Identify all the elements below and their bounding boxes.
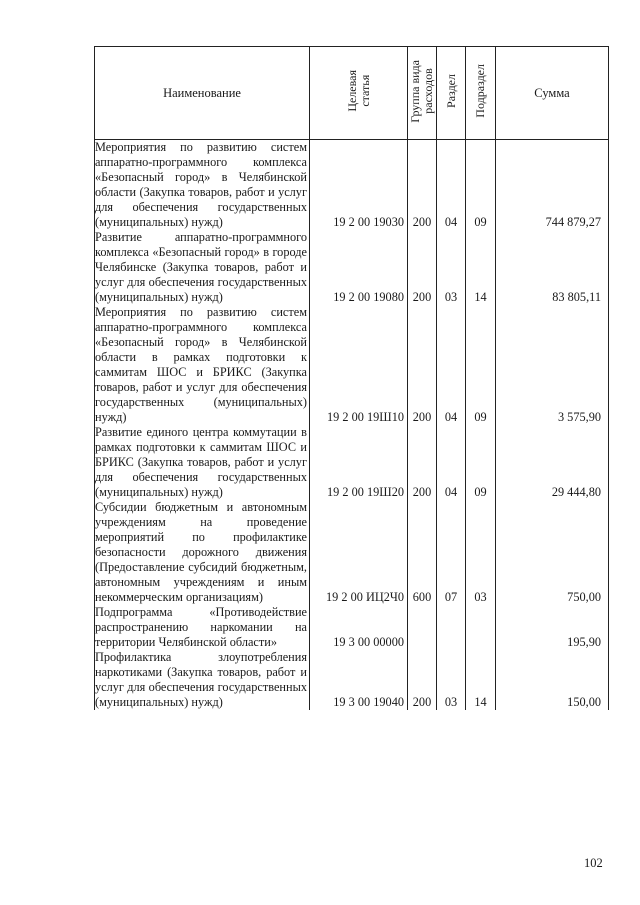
row-section xyxy=(437,605,466,650)
row-target: 19 2 00 19030 xyxy=(310,140,408,231)
row-group: 200 xyxy=(408,650,437,710)
row-name: Мероприятия по развитию систем аппаратно-программного комплекса «Безопасный город» в Челябинской области (Закупка товаров, работ и услуг для обеспечения государственных (муниципальных) нужд) xyxy=(95,140,310,231)
row-group: 200 xyxy=(408,425,437,500)
header-name xyxy=(95,47,310,140)
row-name: Подпрограмма «Противодействие распространению наркомании на территории Челябинской области» xyxy=(95,605,310,650)
row-sum: 3 575,90 xyxy=(496,305,609,425)
row-section: 04 xyxy=(437,305,466,425)
header-section-label: Раздел xyxy=(443,74,458,108)
header-subsection xyxy=(466,47,496,140)
table-header xyxy=(95,47,609,140)
row-group: 200 xyxy=(408,230,437,305)
row-subsection: 09 xyxy=(466,140,496,231)
row-group: 200 xyxy=(408,140,437,231)
row-sum: 150,00 xyxy=(496,650,609,710)
table-row xyxy=(95,500,609,605)
row-group: 600 xyxy=(408,500,437,605)
row-subsection xyxy=(466,605,496,650)
row-name: Субсидии бюджетным и автономным учреждениям на проведение мероприятий по профилактике безопасности дорожного движения (Предоставление субсидий бюджетным, автономным учреждениям и иным некоммерческим организациям) xyxy=(95,500,310,605)
row-subsection: 09 xyxy=(466,305,496,425)
row-section: 03 xyxy=(437,650,466,710)
row-sum: 744 879,27 xyxy=(496,140,609,231)
header-group-label: Группа вида расходов xyxy=(408,59,435,123)
header-sum-label: Сумма xyxy=(534,85,570,100)
header-section xyxy=(437,47,466,140)
table-row xyxy=(95,305,609,425)
row-section: 04 xyxy=(437,140,466,231)
row-sum: 83 805,11 xyxy=(496,230,609,305)
row-subsection: 14 xyxy=(466,650,496,710)
row-subsection: 03 xyxy=(466,500,496,605)
header-subsection-label: Подраздел xyxy=(473,64,487,118)
row-sum: 195,90 xyxy=(496,605,609,650)
table-row xyxy=(95,140,609,231)
budget-table xyxy=(94,46,609,710)
table-row xyxy=(95,230,609,305)
row-subsection: 14 xyxy=(466,230,496,305)
row-target: 19 2 00 19Ш10 xyxy=(310,305,408,425)
header-target xyxy=(310,47,408,140)
row-group xyxy=(408,605,437,650)
header-name-label: Наименование xyxy=(163,85,241,100)
row-target: 19 2 00 ИЦ2Ч0 xyxy=(310,500,408,605)
header-group xyxy=(408,47,437,140)
header-sum xyxy=(496,47,609,140)
row-section: 03 xyxy=(437,230,466,305)
page-number: 102 xyxy=(584,856,603,870)
row-group: 200 xyxy=(408,305,437,425)
header-target-label: Целевая статья xyxy=(344,70,372,112)
row-section: 04 xyxy=(437,425,466,500)
table-row xyxy=(95,650,609,710)
table-row xyxy=(95,425,609,500)
row-sum: 29 444,80 xyxy=(496,425,609,500)
row-target: 19 3 00 19040 xyxy=(310,650,408,710)
table-row xyxy=(95,605,609,650)
row-target: 19 2 00 19Ш20 xyxy=(310,425,408,500)
row-section: 07 xyxy=(437,500,466,605)
row-name: Мероприятия по развитию систем аппаратно-программного комплекса «Безопасный город» в Челябинской области в рамках подготовки к саммитам ШОС и БРИКС (Закупка товаров, работ и услуг для обеспечения государственных (муниципальных) нужд) xyxy=(95,305,310,425)
row-target: 19 3 00 00000 xyxy=(310,605,408,650)
row-name: Развитие аппаратно-программного комплекса «Безопасный город» в городе Челябинске (Закупка товаров, работ и услуг для обеспечения государственных (муниципальных) нужд) xyxy=(95,230,310,305)
row-sum: 750,00 xyxy=(496,500,609,605)
row-target: 19 2 00 19080 xyxy=(310,230,408,305)
row-subsection: 09 xyxy=(466,425,496,500)
row-name: Профилактика злоупотребления наркотиками (Закупка товаров, работ и услуг для обеспечения государственных (муниципальных) нужд) xyxy=(95,650,310,710)
row-name: Развитие единого центра коммутации в рамках подготовки к саммитам ШОС и БРИКС (Закупка товаров, работ и услуг для обеспечения государственных (муниципальных) нужд) xyxy=(95,425,310,500)
